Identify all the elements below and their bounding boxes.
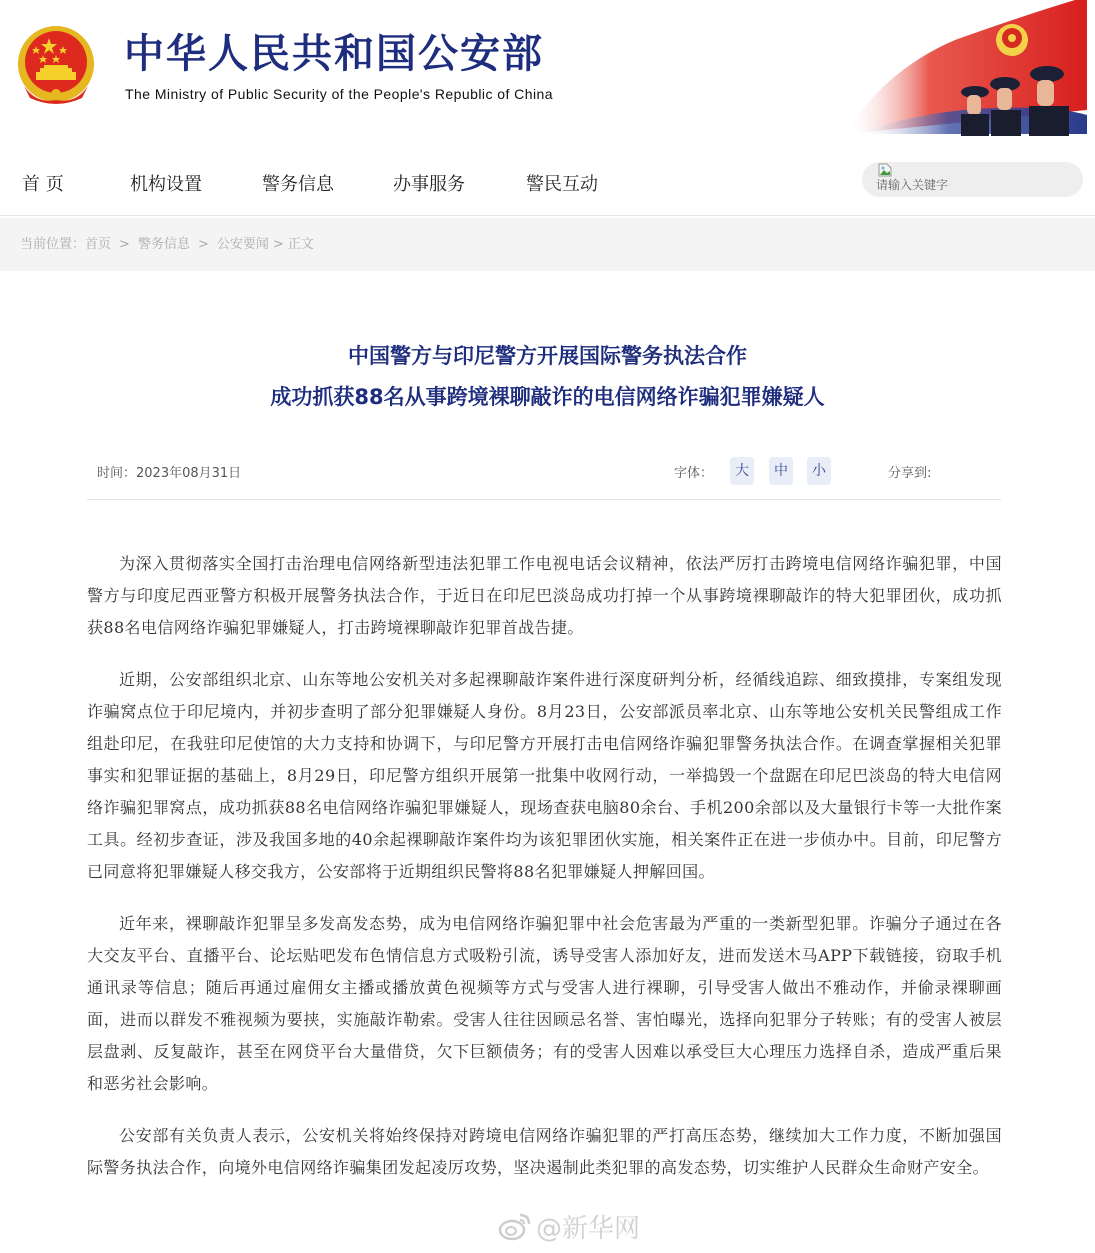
nav-item-interaction[interactable]: 警民互动 (526, 174, 598, 195)
nav-item-services[interactable]: 办事服务 (393, 174, 465, 195)
nav-item-home[interactable]: 首 页 (22, 174, 64, 195)
search-icon[interactable] (878, 163, 892, 177)
nav-item-police-info[interactable]: 警务信息 (262, 174, 334, 195)
article-paragraph: 公安部有关负责人表示，公安机关将始终保持对跨境电信网络诈骗犯罪的严打高压态势，继续加大工作力度，不断加强国际警务执法合作，向境外电信网络诈骗集团发起凌厉攻势，坚决遏制此类犯罪的高发态势，切实维护人民群众生命财产安全。 (87, 1126, 1002, 1177)
article-paragraph: 为深入贯彻落实全国打击治理电信网络新型违法犯罪工作电视电话会议精神，依法严厉打击跨境电信网络诈骗犯罪，中国警方与印度尼西亚警方积极开展警务执法合作，于近日在印尼巴淡岛成功打掉一个从事跨境裸聊敲诈的特大犯罪团伙，成功抓获88名电信网络诈骗犯罪嫌疑人，打击跨境裸聊敲诈犯罪首战告捷。 (87, 554, 1002, 637)
site-header (0, 0, 1095, 140)
weibo-icon (498, 1211, 532, 1241)
article-paragraph: 近期，公安部组织北京、山东等地公安机关对多起裸聊敲诈案件进行深度研判分析，经循线追踪、细致摸排，专案组发现诈骗窝点位于印尼境内，并初步查明了部分犯罪嫌疑人身份。8月23日，公安部派员率北京、山东等地公安机关民警组成工作组赴印尼，在我驻印尼使馆的大力支持和协调下，与印尼警方开展打击电信网络诈骗犯罪警务执法合作。在调查掌握相关犯罪事实和犯罪证据的基础上，8月29日，印尼警方组织开展第一批集中收网行动，一举捣毁一个盘踞在印尼巴淡岛的特大电信网络诈骗犯罪窝点，成功抓获88名电信网络诈骗犯罪嫌疑人，现场查获电脑80余台、手机200余部以及大量银行卡等一大批作案工具。经初步查证，涉及我国多地的40余起裸聊敲诈案件均为该犯罪团伙实施，相关案件正在进一步侦办中。目前，印尼警方已同意将犯罪嫌疑人移交我方，公安部将于近期组织民警将88名犯罪嫌疑人押解回国。 (87, 670, 1002, 881)
article-title-line2: 成功抓获88名从事跨境裸聊敲诈的电信网络诈骗犯罪嫌疑人 (270, 385, 825, 409)
nav-item-organization[interactable]: 机构设置 (130, 174, 202, 195)
breadcrumb-home[interactable]: 首页 (85, 237, 112, 252)
site-title: 中华人民共和国公安部 (124, 31, 544, 77)
main-nav (0, 150, 1095, 216)
breadcrumb-separator: > (272, 237, 284, 252)
font-size-large-button[interactable]: 大 (730, 457, 754, 485)
publish-time-value: 2023年08月31日 (136, 466, 242, 481)
site-subtitle: The Ministry of Public Security of the People's Republic of China (125, 86, 554, 102)
watermark-text: @新华网 (536, 1213, 641, 1244)
font-size-small-button[interactable]: 小 (807, 457, 831, 485)
article-paragraph: 近年来，裸聊敲诈犯罪呈多发高发态势，成为电信网络诈骗犯罪中社会危害最为严重的一类新型犯罪。诈骗分子通过在各大交友平台、直播平台、论坛贴吧发布色情信息方式吸粉引流，诱导受害人添加好友，进而发送木马APP下载链接，窃取手机通讯录等信息；随后再通过雇佣女主播或播放黄色视频等方式与受害人进行裸聊，引导受害人做出不雅动作，并偷录裸聊画面，进而以群发不雅视频为要挟，实施敲诈勒索。受害人往往因顾忌名誉、害怕曝光，选择向犯罪分子转账；有的受害人被层层盘剥、反复敲诈，甚至在网贷平台大量借贷，欠下巨额债务；有的受害人因难以承受巨大心理压力选择自杀，造成严重后果和恶劣社会影响。 (87, 914, 1002, 1093)
share-label[interactable]: 分享到: (888, 466, 932, 481)
watermark (498, 1206, 640, 1246)
article-title-line1: 中国警方与印尼警方开展国际警务执法合作 (348, 344, 747, 368)
breadcrumb-prefix: 当前位置： (20, 237, 86, 252)
breadcrumb-separator: > (197, 237, 209, 252)
national-emblem-icon[interactable] (16, 24, 96, 108)
breadcrumb-news[interactable]: 公安要闻 (216, 237, 269, 252)
breadcrumb-separator: > (119, 237, 130, 252)
search-input[interactable] (876, 176, 1066, 194)
article-meta (87, 452, 1001, 500)
breadcrumb (0, 218, 1095, 271)
publish-time (97, 462, 241, 481)
font-size-medium-button[interactable]: 中 (769, 457, 793, 485)
search-box[interactable] (862, 162, 1083, 197)
publish-time-label: 时间： (97, 466, 137, 481)
police-flag-banner (825, 0, 1095, 136)
article-body (87, 548, 1002, 1204)
breadcrumb-police-info[interactable]: 警务信息 (137, 237, 190, 252)
font-size-label: 字体： (674, 466, 714, 481)
breadcrumb-current: 正文 (287, 237, 314, 252)
